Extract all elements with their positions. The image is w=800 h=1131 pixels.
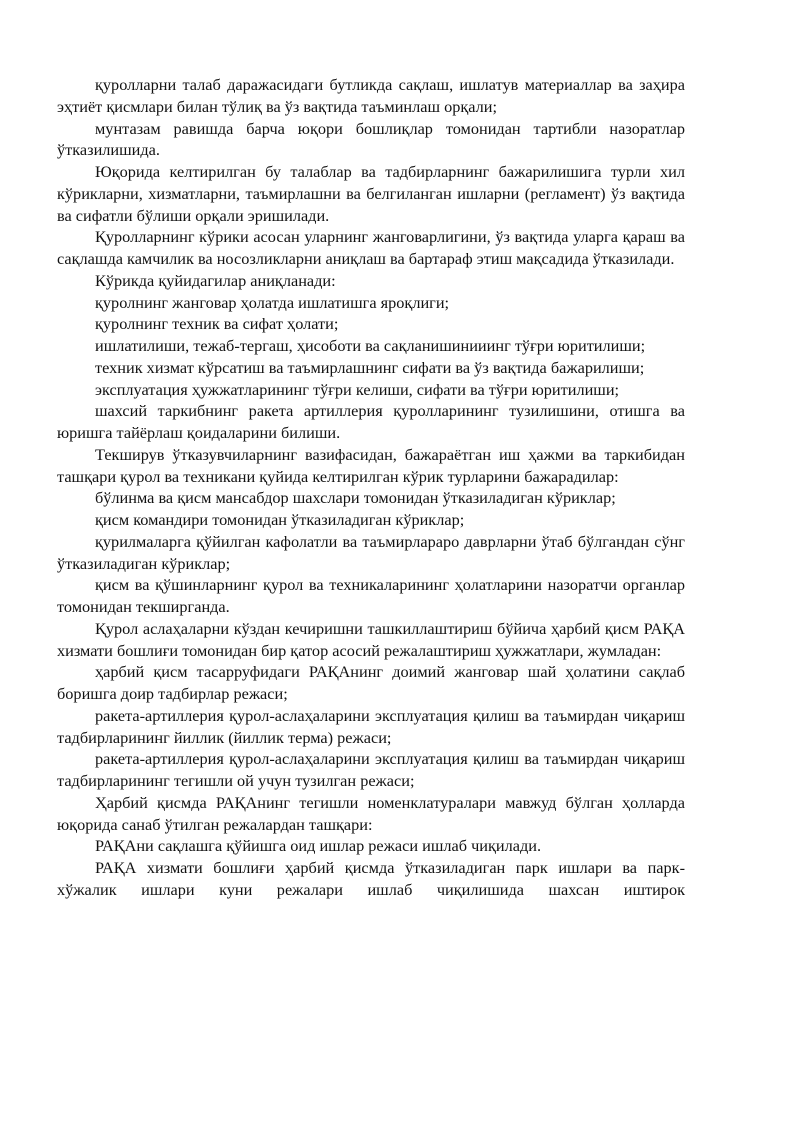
paragraph: ракета-артиллерия қурол-аслаҳаларини эксплуатация қилиш ва таъмирдан чиқариш тадбирларининг йиллик (йиллик терма) режаси; xyxy=(57,705,685,747)
paragraph: қисм командири томонидан ўтказиладиган кўриклар; xyxy=(95,510,465,529)
paragraph: РАҚАни сақлашга қўйишга оид ишлар режаси ишлаб чиқилади. xyxy=(95,836,542,856)
paragraph: Қурол аслаҳаларни кўздан кечиришни ташкиллаштириш бўйича ҳарбий қисм РАҚА хизмати бошлиғи томонидан бир қатор асосий режалаштириш ҳужжатлари, жумладан: xyxy=(57,618,685,660)
paragraph: Юқорида келтирилган бу талаблар ва тадбирларнинг бажарилишига турли хил кўрикларни, хизматларни, таъмирлашни ва белгиланган ишларни (регламент) ўз вақтида ва сифатли бўлиши орқали эришилади. xyxy=(57,162,685,225)
paragraph: шахсий таркибнинг ракета артиллерия қуролларининг тузилишини, отишга ва юришга тайёрлаш қоидаларини билиши. xyxy=(57,401,685,442)
paragraph: қуролнинг жанговар ҳолатда ишлатишга яроқлиги; xyxy=(95,292,450,312)
paragraph: қуролларни талаб даражасидаги бутликда сақлаш, ишлатув материаллар ва заҳира эҳтиёт қисмлари билан тўлиқ ва ўз вақтида таъминлаш орқали; xyxy=(57,75,685,116)
document-page xyxy=(57,74,685,901)
paragraph: эксплуатация ҳужжатларининг тўғри келиши, сифати ва тўғри юритилиши; xyxy=(95,379,620,399)
paragraph: Текширув ўтказувчиларнинг вазифасидан, бажараётган иш ҳажми ва таркибидан ташқари қурол ва техникани қуйида келтирилган кўрик турларини бажарадилар: xyxy=(57,444,685,486)
paragraph: Ҳарбий қисмда РАҚАнинг тегишли номенклатуралари мавжуд бўлган ҳолларда юқорида санаб ўтилган режалардан ташқари: xyxy=(57,792,685,834)
paragraph: ракета-артиллерия қурол-аслаҳаларини эксплуатация қилиш ва таъмирдан чиқариш тадбирларининг тегишли ой учун тузилган режаси; xyxy=(57,749,685,790)
paragraph: Қуролларнинг кўрики асосан уларнинг жанговарлигини, ўз вақтида уларга қараш ва сақлашда камчилик ва носозликларни аниқлаш ва бартараф этиш мақсадида ўтказилади. xyxy=(57,227,685,268)
paragraph: ишлатилиши, тежаб-тергаш, ҳисоботи ва сақланишинииинг тўғри юритилиши; xyxy=(95,336,646,355)
paragraph: қисм ва қўшинларнинг қурол ва техникаларининг ҳолатларини назоратчи органлар томонидан текширганда. xyxy=(57,575,685,616)
paragraph: РАҚА хизмати бошлиғи ҳарбий қисмда ўтказиладиган парк ишлари ва парк-хўжалик ишлари куни режалари ишлаб чиқилишида шахсан иштирок xyxy=(57,858,685,899)
paragraph: бўлинма ва қисм мансабдор шахслари томонидан ўтказиладиган кўриклар; xyxy=(95,488,616,508)
paragraph: қурилмаларга қўйилган кафолатли ва таъмирлараро даврларни ўтаб бўлгандан сўнг ўтказиладиган кўриклар; xyxy=(57,531,685,573)
paragraph: Кўрикда қуйидагилар аниқланади: xyxy=(95,270,336,290)
paragraph: қуролнинг техник ва сифат ҳолати; xyxy=(95,314,339,334)
paragraph: техник хизмат кўрсатиш ва таъмирлашнинг сифати ва ўз вақтида бажарилиши; xyxy=(95,357,645,377)
paragraph: мунтазам равишда барча юқори бошлиқлар томонидан тартибли назоратлар ўтказилишида. xyxy=(57,118,685,160)
paragraph: ҳарбий қисм тасарруфидаги РАҚАнинг доимий жанговар шай ҳолатини сақлаб боришга доир тадбирлар режаси; xyxy=(57,662,685,703)
